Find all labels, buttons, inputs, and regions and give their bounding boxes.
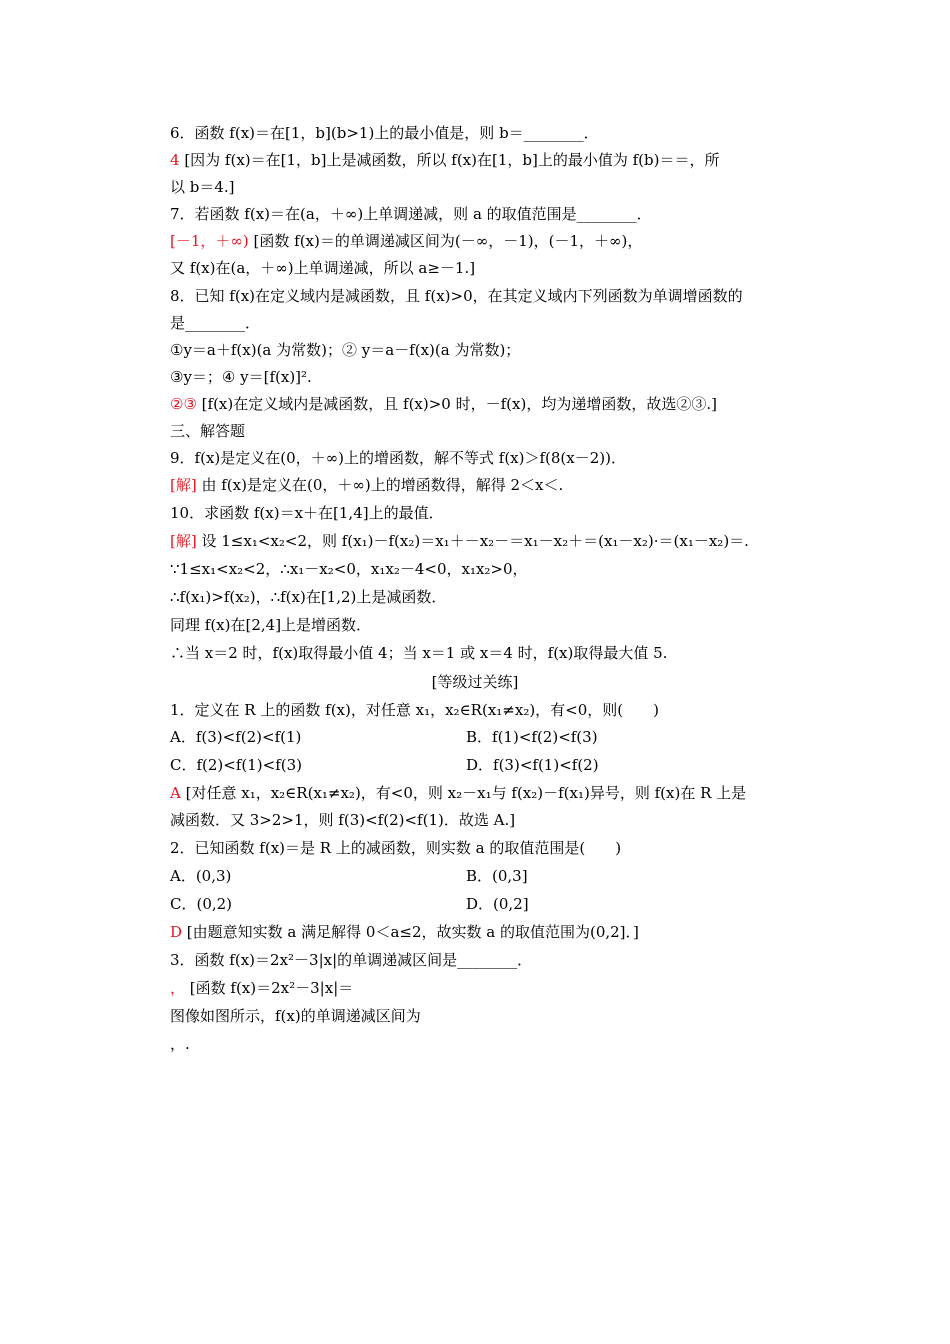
answer-7: [－1，＋∞) [函数 f(x)＝的单调递减区间为(－∞，－1)，(－1，＋∞)， bbox=[170, 232, 643, 250]
question-8-options-2: ③y＝；④ y＝[f(x)]². bbox=[170, 368, 312, 386]
q1-stem: 1．定义在 R 上的函数 f(x)，对任意 x₁，x₂∈R(x₁≠x₂)，有<0，则( ) bbox=[170, 701, 660, 719]
q3-answer-cont: 图像如图所示，f(x)的单调递减区间为 bbox=[170, 1007, 421, 1025]
question-8: 8．已知 f(x)在定义域内是减函数，且 f(x)>0，在其定义域内下列函数为单调增函数的 bbox=[170, 287, 743, 305]
q2-answer: D [由题意知实数 a 满足解得 0＜a≤2，故实数 a 的取值范围为(0,2]．] bbox=[170, 923, 639, 941]
question-9: 9．f(x)是定义在(0，＋∞)上的增函数，解不等式 f(x)＞f(8(x－2))． bbox=[170, 449, 626, 467]
question-8-options-1: ①y＝a＋f(x)(a 为常数)；② y＝a－f(x)(a 为常数)； bbox=[170, 341, 521, 359]
q1-option-a: A．f(3)<f(2)<f(1) bbox=[170, 728, 302, 746]
question-8-cont: 是________． bbox=[170, 314, 261, 332]
answer-10-line-3: ∴f(x₁)>f(x₂)，∴f(x)在[1,2)上是减函数． bbox=[170, 588, 447, 606]
q2-option-b: B．(0,3] bbox=[466, 867, 528, 885]
q1-option-d: D．f(3)<f(1)<f(2) bbox=[466, 756, 599, 774]
answer-8: ②③ [f(x)在定义域内是减函数，且 f(x)>0 时，－f(x)，均为递增函数，故选②③.] bbox=[170, 395, 717, 413]
answer-6: 4 [因为 f(x)＝在[1，b]上是减函数，所以 f(x)在[1，b]上的最小值为 f(b)＝＝，所 bbox=[170, 151, 720, 169]
q2-option-c: C．(0,2) bbox=[170, 895, 233, 913]
q1-option-b: B．f(1)<f(2)<f(3) bbox=[466, 728, 598, 746]
question-7: 7．若函数 f(x)＝在(a，＋∞)上单调递减，则 a 的取值范围是________． bbox=[170, 205, 652, 223]
answer-10-line-2: ∵1≤x₁<x₂<2，∴x₁－x₂<0，x₁x₂－4<0，x₁x₂>0， bbox=[170, 560, 528, 578]
answer-10-line-4: 同理 f(x)在[2,4]上是增函数． bbox=[170, 616, 372, 634]
answer-7-cont: 又 f(x)在(a，＋∞)上单调递减，所以 a≥－1.] bbox=[170, 259, 476, 277]
question-6: 6．函数 f(x)＝在[1，b](b>1)上的最小值是，则 b＝________． bbox=[170, 124, 599, 142]
section-heading: 三、解答题 bbox=[170, 422, 246, 440]
q3-answer-end: ，. bbox=[170, 1035, 190, 1053]
question-10: 10．求函数 f(x)＝x＋在[1,4]上的最值． bbox=[170, 504, 444, 522]
answer-9: [解] 由 f(x)是定义在(0，＋∞)上的增函数得，解得 2＜x＜. bbox=[170, 476, 564, 494]
answer-10-line-5: ∴当 x＝2 时，f(x)取得最小值 4；当 x＝1 或 x＝4 时，f(x)取得最大值 5. bbox=[170, 644, 668, 662]
section-title: [等级过关练] bbox=[431, 673, 519, 691]
q2-option-d: D．(0,2] bbox=[466, 895, 529, 913]
q2-stem: 2．已知函数 f(x)＝是 R 上的减函数，则实数 a 的取值范围是( ) bbox=[170, 839, 622, 857]
q3-stem: 3．函数 f(x)＝2x²－3|x|的单调递减区间是________． bbox=[170, 951, 533, 969]
q3-answer: ， [函数 f(x)＝2x²－3|x|＝ bbox=[170, 979, 354, 997]
answer-6-cont: 以 b＝4.] bbox=[170, 178, 235, 196]
q2-option-a: A．(0,3) bbox=[170, 867, 232, 885]
q1-option-c: C．f(2)<f(1)<f(3) bbox=[170, 756, 303, 774]
answer-10: [解] 设 1≤x₁<x₂<2，则 f(x₁)－f(x₂)＝x₁＋－x₂－＝x₁－x₂＋＝(x₁－x₂)·＝(x₁－x₂)＝. bbox=[170, 532, 749, 550]
q1-answer-cont: 减函数．又 3>2>1，则 f(3)<f(2)<f(1)．故选 A.] bbox=[170, 811, 516, 829]
q1-answer: A [对任意 x₁，x₂∈R(x₁≠x₂)，有<0，则 x₂－x₁与 f(x₂)－f(x₁)异号，则 f(x)在 R 上是 bbox=[170, 784, 747, 802]
